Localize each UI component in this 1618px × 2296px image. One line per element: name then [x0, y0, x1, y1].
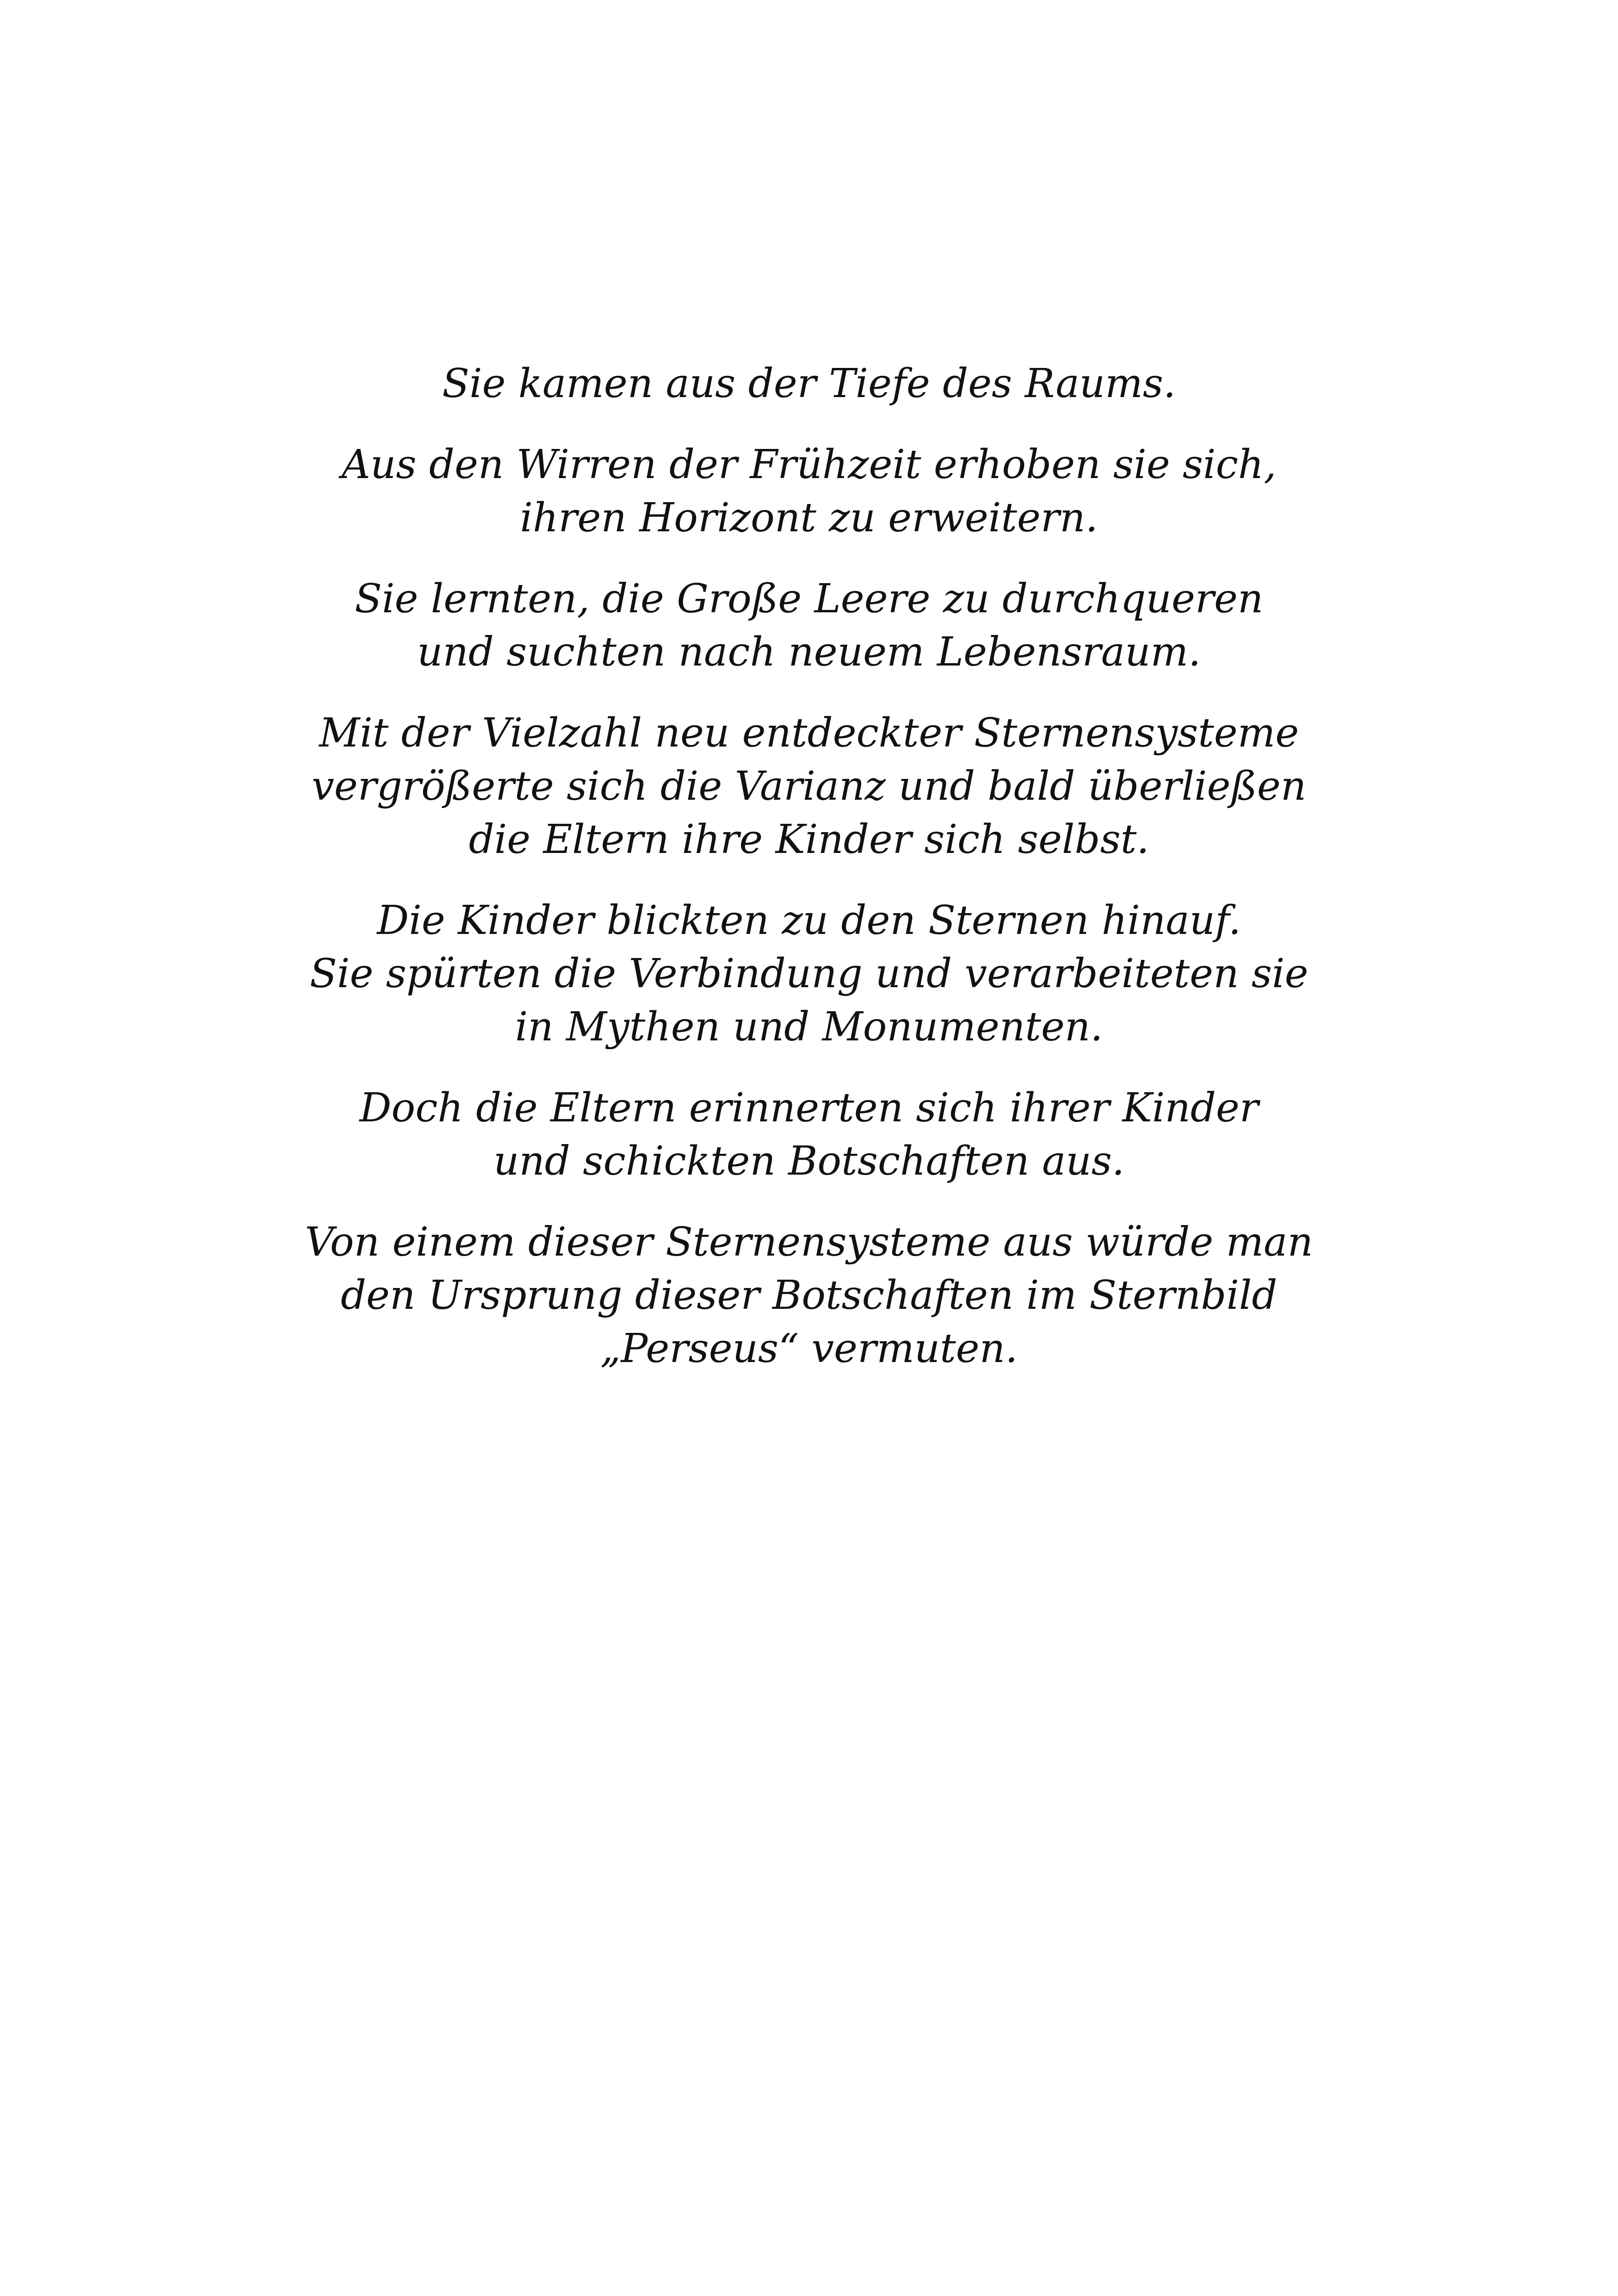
poem-line: Doch die Eltern erinnerten sich ihrer Kinder: [359, 1085, 1259, 1131]
poem-line: ihren Horizont zu erweitern.: [520, 495, 1098, 541]
poem-text: [0, 357, 1618, 1403]
stanza-5: [0, 894, 1618, 1054]
poem-line: in Mythen und Monumenten.: [515, 1004, 1103, 1050]
poem-line: und schickten Botschaften aus.: [493, 1138, 1125, 1184]
stanza-3: [0, 572, 1618, 679]
stanza-2: [0, 438, 1618, 545]
poem-line: den Ursprung dieser Botschaften im Sternbild: [341, 1272, 1277, 1319]
stanza-1: [0, 357, 1618, 411]
stanza-7: [0, 1216, 1618, 1375]
stanza-4: [0, 707, 1618, 866]
poem-line: Von einem dieser Sternensysteme aus würde man: [305, 1219, 1313, 1265]
poem-line: Sie spürten die Verbindung und verarbeiteten sie: [310, 951, 1308, 997]
poem-line: die Eltern ihre Kinder sich selbst.: [468, 816, 1150, 863]
poem-line: „Perseus“ vermuten.: [600, 1325, 1018, 1372]
poem-line: Die Kinder blickten zu den Sternen hinauf.: [377, 897, 1241, 944]
poem-line: vergrößerte sich die Varianz und bald überließen: [311, 763, 1307, 809]
poem-line: Mit der Vielzahl neu entdeckter Sternensysteme: [319, 710, 1299, 756]
poem-line: Aus den Wirren der Frühzeit erhoben sie sich,: [342, 442, 1276, 488]
poem-line: Sie kamen aus der Tiefe des Raums.: [442, 361, 1176, 407]
stanza-6: [0, 1082, 1618, 1188]
poem-line: Sie lernten, die Große Leere zu durchqueren: [355, 576, 1263, 622]
poem-line: und suchten nach neuem Lebensraum.: [417, 629, 1201, 675]
